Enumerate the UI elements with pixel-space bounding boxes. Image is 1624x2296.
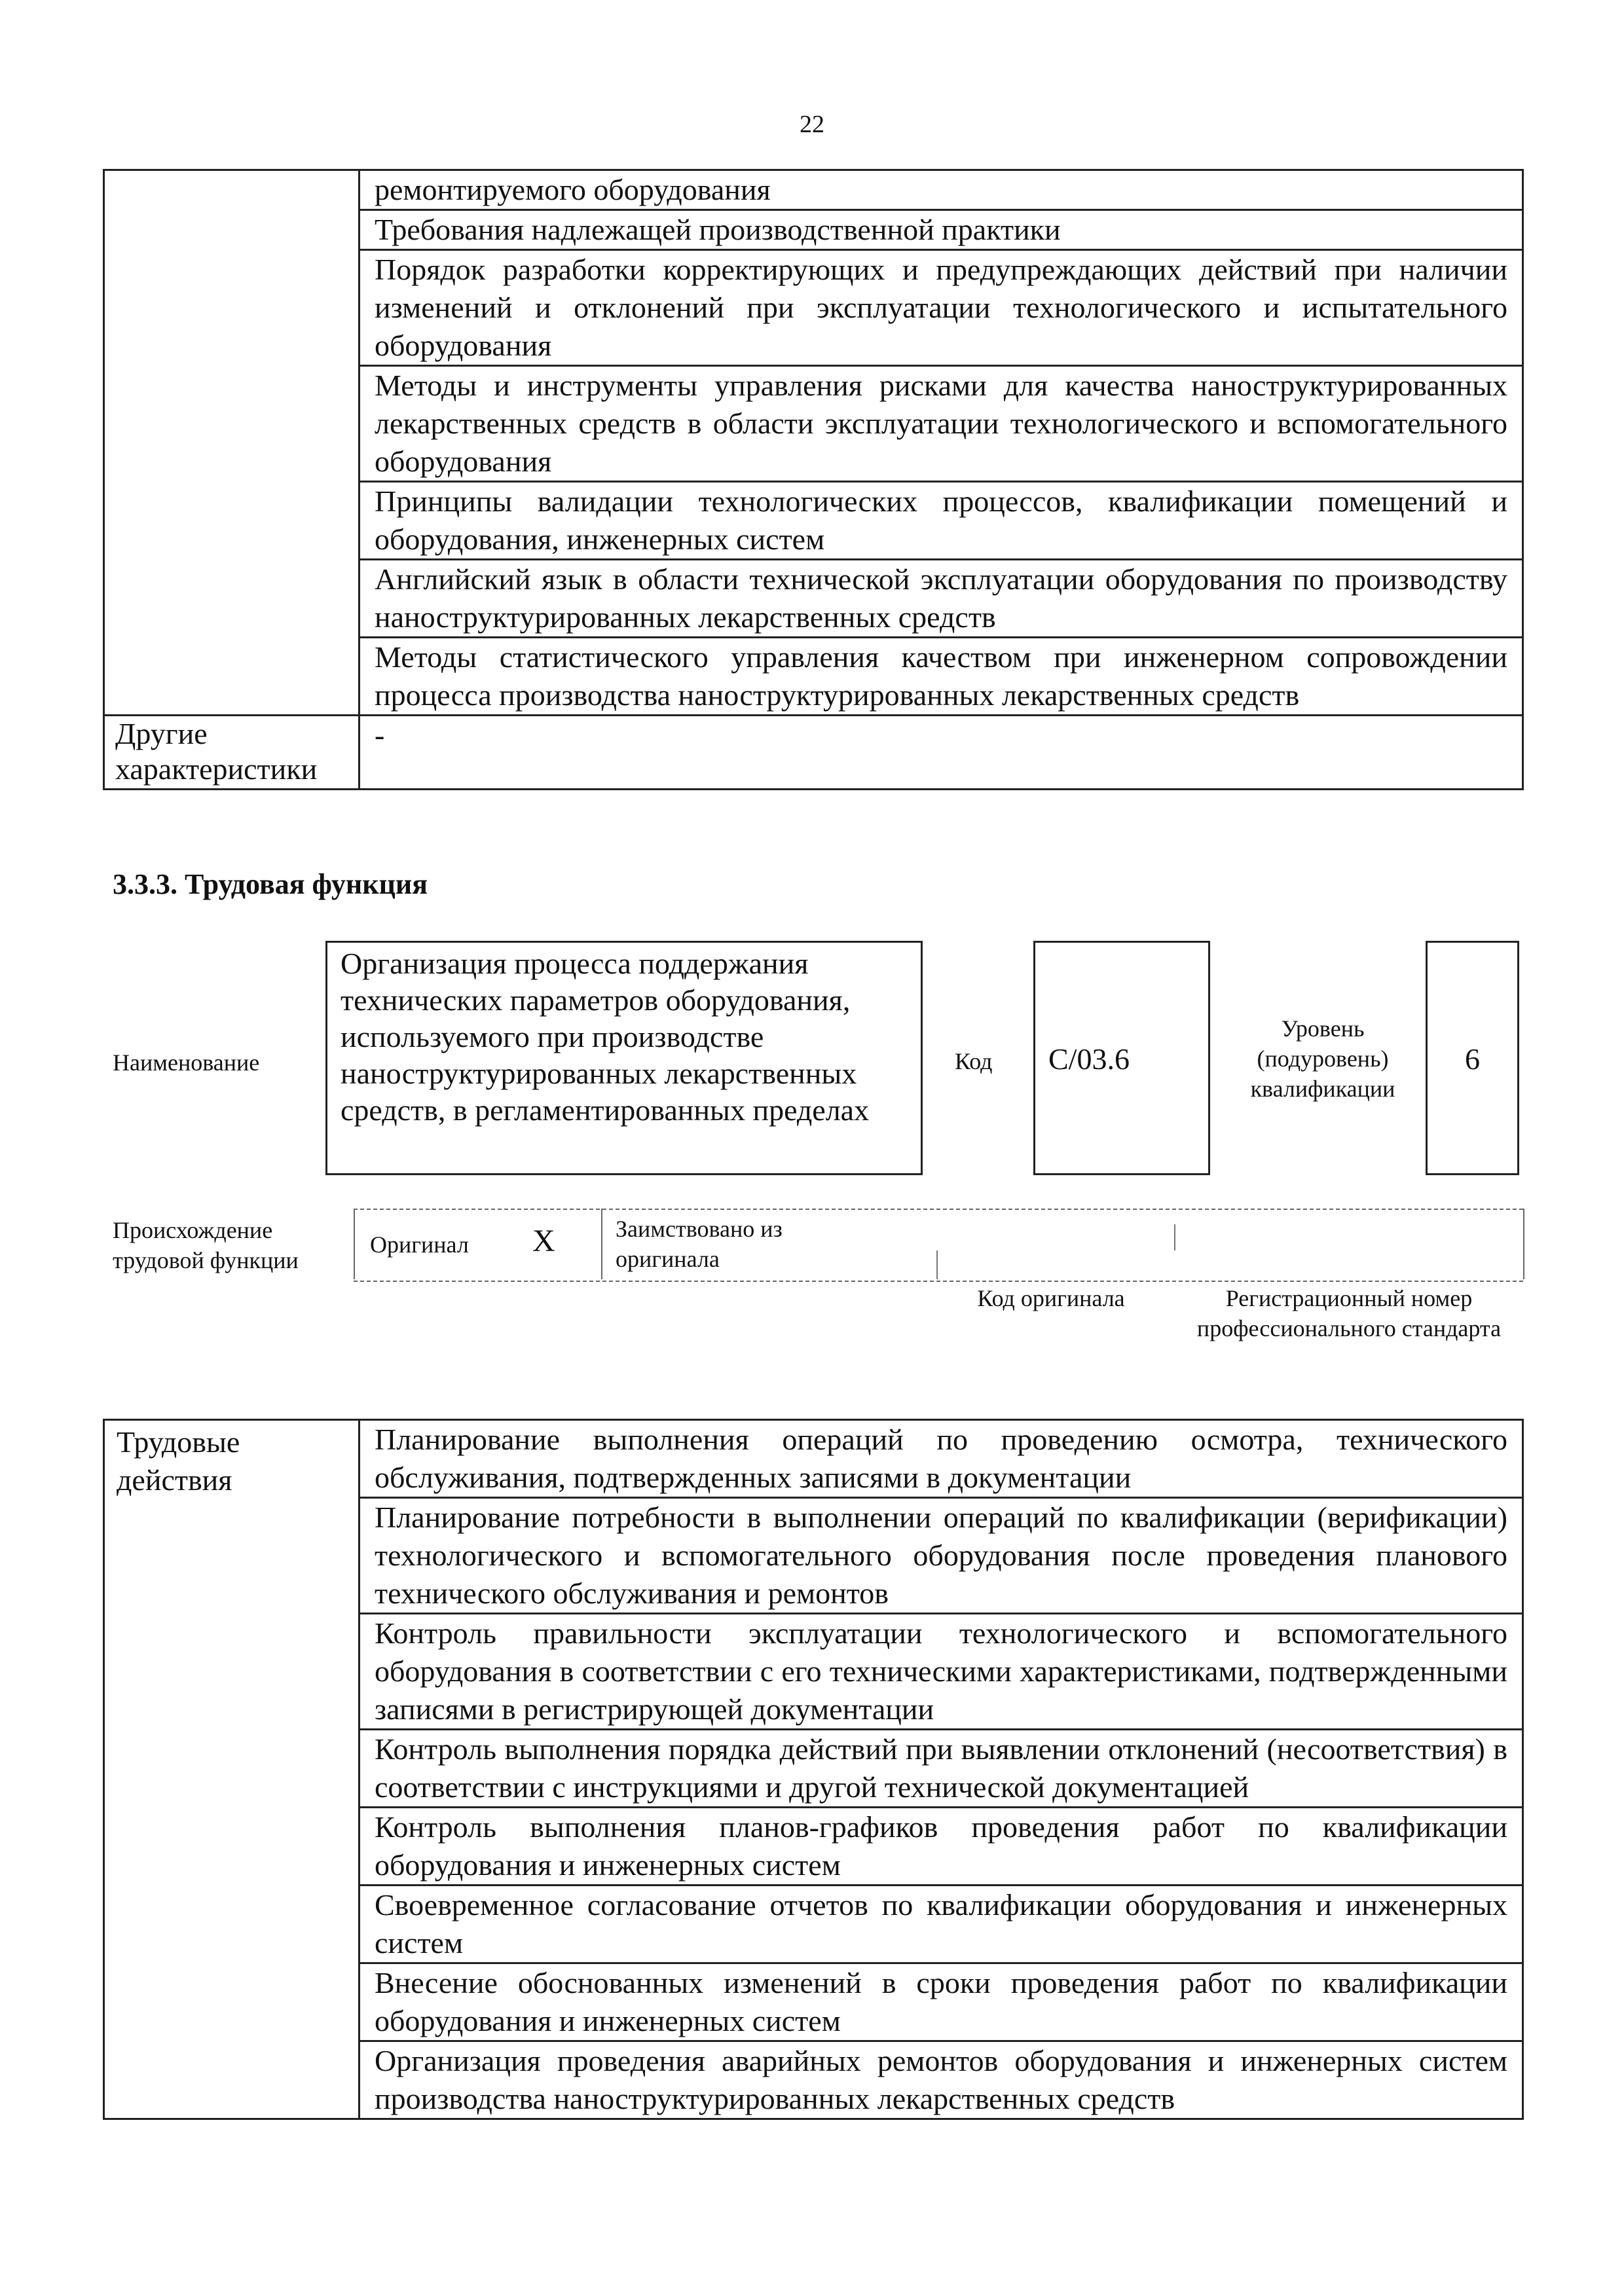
section-title: 3.3.3. Трудовая функция bbox=[113, 868, 428, 900]
origin-divider bbox=[601, 1209, 602, 1279]
code-box bbox=[1033, 941, 1210, 1175]
table-cell: Методы и инструменты управления рисками для качества наноструктурированных лекарственных средств в области эксплуатации технологического и вспомогательного оборудования bbox=[360, 366, 1523, 482]
code-original-caption: Код оригинала bbox=[977, 1285, 1125, 1311]
other-characteristics-value: - bbox=[360, 716, 1523, 790]
table-cell: Планирование потребности в выполнении операций по квалификации (верификации) технологического и вспомогательного оборудования после проведения планового технического обслуживания и ремонтов bbox=[360, 1498, 1523, 1614]
labor-actions-label: Трудовые действия bbox=[104, 1420, 360, 2119]
table-cell: Методы статистического управления качеством при инженерном сопровождении процесса производства наноструктурированных лекарственных средств bbox=[360, 638, 1523, 716]
origin-divider bbox=[354, 1209, 355, 1279]
code-value: C/03.6 bbox=[1048, 1042, 1130, 1076]
original-label: Оригинал bbox=[370, 1231, 469, 1258]
page-number: 22 bbox=[800, 111, 824, 138]
table-cell: Своевременное согласование отчетов по квалификации оборудования и инженерных систем bbox=[360, 1886, 1523, 1963]
table-cell: ремонтируемого оборудования bbox=[360, 170, 1523, 210]
table-cell: Контроль выполнения планов-графиков проведения работ по квалификации оборудования и инженерных систем bbox=[360, 1808, 1523, 1886]
origin-divider bbox=[1174, 1224, 1175, 1250]
table-row bbox=[104, 1420, 1523, 1498]
table-cell: Контроль выполнения порядка действий при выявлении отклонений (несоответствия) в соответствии с инструкциями и другой технической документацией bbox=[360, 1730, 1523, 1808]
table-cell: Английский язык в области технической эксплуатации оборудования по производству наноструктурированных лекарственных средств bbox=[360, 560, 1523, 638]
level-value: 6 bbox=[1465, 1042, 1480, 1076]
knowledge-table bbox=[103, 169, 1524, 790]
function-name-box bbox=[325, 941, 923, 1175]
empty-label-cell bbox=[104, 170, 360, 716]
original-mark: X bbox=[532, 1224, 555, 1258]
labor-actions-table bbox=[103, 1419, 1524, 2120]
origin-divider bbox=[1523, 1209, 1524, 1279]
name-label: Наименование bbox=[113, 1049, 260, 1076]
table-cell: Принципы валидации технологических процессов, квалификации помещений и оборудования, инженерных систем bbox=[360, 482, 1523, 560]
table-cell: Требования надлежащей производственной практики bbox=[360, 210, 1523, 250]
borrowed-label: Заимствовано из оригинала bbox=[616, 1216, 783, 1272]
code-label: Код bbox=[955, 1048, 993, 1074]
table-row bbox=[104, 716, 1523, 790]
level-box bbox=[1426, 941, 1519, 1175]
reg-number-caption: Регистрационный номер профессионального стандарта bbox=[1196, 1285, 1502, 1341]
function-name: Организация процесса поддержания технических параметров оборудования, используемого при производстве наноструктурированных лекарственных средств, в регламентированных пределах bbox=[341, 947, 870, 1127]
table-cell: Порядок разработки корректирующих и предупреждающих действий при наличии изменений и отклонений при эксплуатации технологического и испытательного оборудования bbox=[360, 250, 1523, 366]
origin-row bbox=[354, 1209, 1523, 1282]
level-label: Уровень (подуровень) квалификации bbox=[1250, 1015, 1395, 1102]
origin-label: Происхождение трудовой функции bbox=[113, 1217, 299, 1273]
table-row bbox=[104, 170, 1523, 210]
origin-divider bbox=[936, 1250, 938, 1279]
table-cell: Организация проведения аварийных ремонтов оборудования и инженерных систем производства наноструктурированных лекарственных средств bbox=[360, 2041, 1523, 2119]
table-cell: Внесение обоснованных изменений в сроки проведения работ по квалификации оборудования и инженерных систем bbox=[360, 1963, 1523, 2041]
table-cell: Контроль правильности эксплуатации технологического и вспомогательного оборудования в соответствии с его техническими характеристиками, подтвержденными записями в регистрирующей документации bbox=[360, 1614, 1523, 1730]
table-cell: Планирование выполнения операций по проведению осмотра, технического обслуживания, подтвержденных записями в документации bbox=[360, 1420, 1523, 1498]
other-characteristics-label: Другие характеристики bbox=[104, 716, 360, 790]
